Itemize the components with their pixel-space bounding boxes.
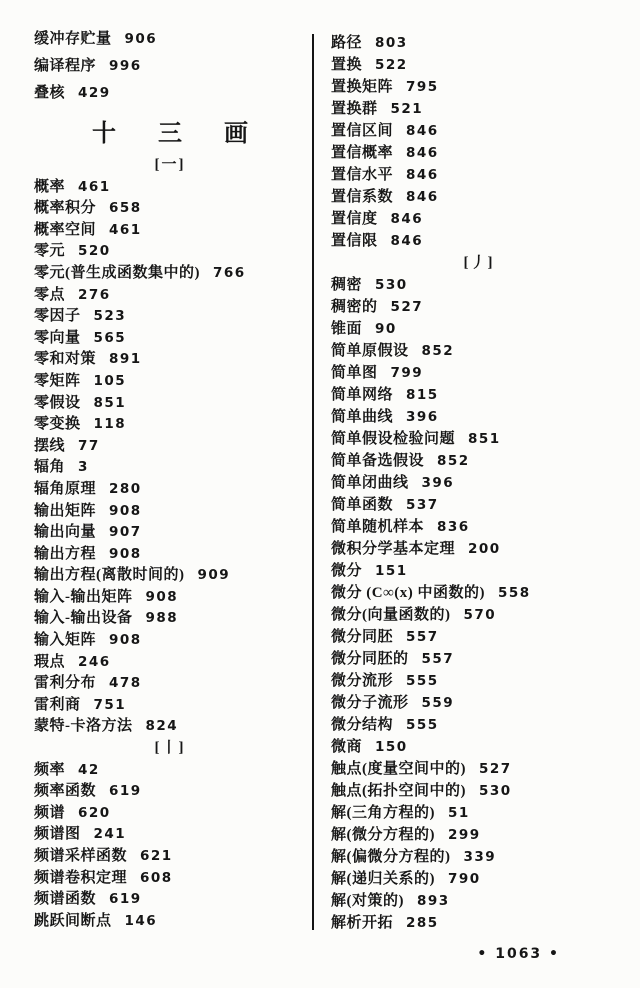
entry-term: 概率积分: [34, 200, 97, 217]
entry-term: 概率空间: [34, 221, 97, 238]
entry-term: 微分 (C∞(x) 中函数的): [331, 585, 486, 601]
index-entry: [34, 760, 306, 782]
entry-page-number: 77: [78, 437, 100, 454]
entry-term: 置换矩阵: [331, 79, 394, 95]
entry-page-number: 200: [468, 541, 501, 557]
index-entry: [34, 26, 306, 53]
index-entry: [331, 54, 627, 76]
entry-term: 输出矩阵: [34, 502, 97, 519]
index-entry: [34, 501, 306, 523]
page-number: • 1063 •: [477, 946, 560, 962]
entry-term: 微商: [331, 739, 363, 755]
entry-term: 输入-输出矩阵: [34, 588, 133, 605]
entry-term: 微分同胚的: [331, 651, 409, 667]
entry-term: 零点: [34, 286, 66, 303]
entry-page-number: 537: [406, 497, 439, 513]
index-entry: [34, 846, 306, 868]
index-entry: [331, 846, 627, 868]
entry-term: 摆线: [34, 437, 66, 454]
index-entry: [34, 198, 306, 220]
index-entry: [34, 803, 306, 825]
index-entry: [331, 208, 627, 230]
entry-term: 零元(普生成函数集中的): [34, 264, 200, 281]
entry-term: 频谱: [34, 804, 66, 821]
entry-page-number: 523: [93, 308, 127, 325]
index-entry: [34, 263, 306, 285]
entry-term: 概率: [34, 178, 66, 195]
entry-page-number: 988: [145, 610, 179, 627]
entry-page-number: 893: [417, 893, 450, 909]
radical-group-header: [丨]: [154, 740, 186, 757]
entry-term: 蒙特-卡洛方法: [34, 718, 133, 735]
entry-page-number: 527: [390, 299, 424, 315]
entry-page-number: 570: [463, 607, 497, 623]
entry-page-number: 836: [437, 519, 470, 535]
entry-page-number: 846: [390, 233, 424, 249]
index-entry: [34, 393, 306, 415]
entry-term: 微分(向量函数的): [331, 607, 451, 623]
entry-page-number: 565: [93, 329, 127, 346]
index-entry: [331, 912, 627, 934]
entry-term: 输入-输出设备: [34, 610, 133, 627]
entry-page-number: 339: [463, 849, 497, 865]
entry-page-number: 621: [140, 848, 173, 864]
entry-term: 简单假设检验问题: [331, 431, 456, 447]
entry-page-number: 557: [421, 651, 455, 667]
index-entry: [34, 371, 306, 393]
entry-page-number: 3: [78, 459, 89, 476]
index-entry: [331, 868, 627, 890]
column-divider: [312, 34, 314, 930]
index-entry: [331, 406, 627, 428]
entry-term: 频谱函数: [34, 891, 97, 908]
index-entry: [34, 522, 306, 544]
index-entry: [331, 494, 627, 516]
entry-page-number: 299: [448, 827, 481, 843]
entry-page-number: 851: [93, 394, 127, 411]
entry-term: 简单闭曲线: [331, 475, 409, 491]
entry-page-number: 852: [437, 453, 470, 469]
entry-term: 简单备选假设: [331, 453, 425, 469]
index-entry: [34, 479, 306, 501]
entry-term: 频谱卷积定理: [34, 869, 128, 886]
index-entry: [331, 714, 627, 736]
index-entry: [34, 630, 306, 652]
entry-page-number: 799: [390, 365, 424, 381]
index-entry: [331, 230, 627, 252]
entry-term: 稠密: [331, 277, 363, 293]
entry-term: 零矩阵: [34, 372, 81, 389]
index-entry: [331, 362, 627, 384]
entry-page-number: 555: [406, 673, 439, 689]
index-entry: [34, 436, 306, 458]
index-entry: [34, 652, 306, 674]
radical-group-header: [一]: [154, 157, 186, 173]
entry-page-number: 908: [109, 632, 142, 649]
entry-term: 输出向量: [34, 524, 97, 541]
index-entry: [34, 414, 306, 436]
entry-page-number: 790: [448, 871, 481, 887]
index-entry: [331, 670, 627, 692]
entry-page-number: 478: [109, 675, 142, 692]
index-entry: [34, 608, 306, 630]
entry-term: 雷利商: [34, 696, 81, 713]
entry-page-number: 846: [406, 123, 439, 139]
entry-term: 频率: [34, 761, 66, 778]
index-entry: [34, 53, 306, 80]
index-entry: [331, 296, 627, 318]
index-entry: [331, 516, 627, 538]
entry-term: 频率函数: [34, 783, 97, 800]
index-entry: [34, 285, 306, 307]
entry-term: 缓冲存贮量: [34, 31, 112, 47]
entry-page-number: 824: [145, 718, 179, 735]
entry-term: 简单函数: [331, 497, 394, 513]
entry-term: 输出方程: [34, 545, 97, 562]
entry-page-number: 908: [145, 588, 179, 605]
entry-page-number: 766: [213, 264, 246, 281]
entry-page-number: 530: [375, 277, 408, 293]
entry-term: 零因子: [34, 308, 81, 325]
index-entry: [331, 538, 627, 560]
entry-page-number: 530: [479, 783, 512, 799]
index-entry: [331, 780, 627, 802]
entry-term: 锥面: [331, 321, 363, 337]
radical-group-header: [丿]: [463, 255, 495, 271]
index-entry: [34, 349, 306, 371]
index-entry: [34, 868, 306, 890]
entry-term: 频谱采样函数: [34, 848, 128, 864]
entry-page-number: 846: [406, 145, 439, 161]
entry-term: 简单网络: [331, 387, 394, 403]
entry-term: 微积分学基本定理: [331, 541, 456, 557]
entry-term: 微分流形: [331, 673, 394, 689]
left-column: [34, 26, 306, 932]
index-entry: [331, 76, 627, 98]
index-entry: [34, 306, 306, 328]
entry-page-number: 907: [109, 524, 142, 541]
index-entry: [331, 890, 627, 912]
index-entry: [331, 164, 627, 186]
entry-term: 触点(度量空间中的): [331, 761, 466, 777]
entry-page-number: 906: [124, 31, 158, 47]
index-entry: [34, 241, 306, 263]
entry-page-number: 908: [109, 545, 142, 562]
index-entry: [331, 802, 627, 824]
index-entry: [331, 824, 627, 846]
entry-page-number: 276: [78, 286, 111, 303]
entry-term: 解(三角方程的): [331, 805, 435, 821]
entry-term: 解析开拓: [331, 915, 394, 931]
index-entry: [331, 384, 627, 406]
entry-term: 频谱图: [34, 826, 81, 843]
entry-term: 瑕点: [34, 653, 66, 670]
entry-term: 解(偏微分方程的): [331, 849, 451, 865]
entry-page-number: 795: [406, 79, 439, 95]
entry-page-number: 151: [375, 563, 408, 579]
entry-page-number: 280: [109, 480, 142, 497]
index-entry: [331, 758, 627, 780]
entry-term: 简单曲线: [331, 409, 394, 425]
entry-term: 置信系数: [331, 189, 394, 205]
entry-term: 微分同胚: [331, 629, 394, 645]
entry-page-number: 846: [406, 189, 439, 205]
entry-page-number: 521: [390, 101, 424, 117]
index-entry: [34, 587, 306, 609]
entry-page-number: 852: [421, 343, 455, 359]
entry-term: 置信度: [331, 211, 378, 227]
index-entry: [331, 32, 627, 54]
right-column: [331, 32, 627, 934]
index-entry: [34, 80, 306, 107]
entry-page-number: 461: [109, 221, 142, 238]
index-entry: [331, 582, 627, 604]
entry-page-number: 118: [93, 416, 127, 433]
entry-page-number: 891: [109, 351, 142, 368]
entry-page-number: 751: [93, 696, 127, 713]
entry-page-number: 619: [109, 891, 142, 908]
stroke-section-title: 十 三 画: [92, 121, 248, 147]
entry-term: 微分子流形: [331, 695, 409, 711]
index-entry: [331, 604, 627, 626]
index-entry: [34, 673, 306, 695]
entry-term: 触点(拓扑空间中的): [331, 783, 466, 799]
index-entry: [331, 648, 627, 670]
index-entry: [34, 889, 306, 911]
entry-page-number: 42: [78, 761, 100, 778]
entry-page-number: 909: [197, 567, 231, 584]
entry-term: 置换: [331, 57, 363, 73]
entry-term: 叠核: [34, 85, 66, 101]
index-entry: [331, 450, 627, 472]
entry-page-number: 520: [78, 243, 111, 260]
index-entry: [331, 736, 627, 758]
index-entry: [331, 98, 627, 120]
entry-term: 雷利分布: [34, 675, 97, 692]
entry-term: 简单原假设: [331, 343, 409, 359]
index-entry: [34, 177, 306, 199]
entry-page-number: 619: [109, 783, 142, 800]
entry-page-number: 620: [78, 804, 111, 821]
entry-page-number: 557: [406, 629, 439, 645]
index-entry: [331, 120, 627, 142]
index-entry: [34, 911, 306, 933]
entry-page-number: 461: [78, 178, 111, 195]
index-entry: [34, 781, 306, 803]
index-entry: [34, 695, 306, 717]
index-entry: [331, 692, 627, 714]
entry-term: 简单随机样本: [331, 519, 425, 535]
entry-page-number: 555: [406, 717, 439, 733]
index-entry: [34, 457, 306, 479]
index-entry: [331, 340, 627, 362]
index-entry: [34, 328, 306, 350]
entry-term: 零元: [34, 243, 66, 260]
entry-page-number: 396: [406, 409, 439, 425]
entry-term: 置换群: [331, 101, 378, 117]
entry-page-number: 429: [78, 85, 111, 101]
entry-term: 零向量: [34, 329, 81, 346]
index-entry: [34, 220, 306, 242]
entry-page-number: 285: [406, 915, 439, 931]
entry-term: 输入矩阵: [34, 632, 97, 649]
index-entry: [331, 142, 627, 164]
entry-page-number: 996: [109, 58, 142, 74]
index-entry: [331, 472, 627, 494]
index-entry: [331, 626, 627, 648]
entry-page-number: 51: [448, 805, 470, 821]
index-entry: [34, 544, 306, 566]
entry-page-number: 559: [421, 695, 455, 711]
index-entry: [331, 428, 627, 450]
index-entry: [331, 274, 627, 296]
index-entry: [331, 318, 627, 340]
entry-term: 置信限: [331, 233, 378, 249]
entry-page-number: 241: [93, 826, 127, 843]
entry-term: 零和对策: [34, 351, 97, 368]
entry-page-number: 105: [93, 372, 127, 389]
entry-term: 输出方程(离散时间的): [34, 567, 185, 584]
entry-page-number: 658: [109, 200, 142, 217]
entry-page-number: 90: [375, 321, 397, 337]
index-entry: [34, 824, 306, 846]
entry-page-number: 522: [375, 57, 408, 73]
entry-page-number: 908: [109, 502, 142, 519]
entry-term: 稠密的: [331, 299, 378, 315]
entry-page-number: 150: [375, 739, 408, 755]
entry-term: 编译程序: [34, 58, 97, 74]
entry-term: 解(对策的): [331, 893, 404, 909]
entry-term: 置信概率: [331, 145, 394, 161]
entry-page-number: 815: [406, 387, 439, 403]
entry-page-number: 146: [124, 912, 158, 929]
entry-term: 解(微分方程的): [331, 827, 435, 843]
entry-term: 置信水平: [331, 167, 394, 183]
entry-term: 路径: [331, 35, 363, 51]
entry-page-number: 396: [421, 475, 455, 491]
entry-term: 微分: [331, 563, 363, 579]
entry-term: 简单图: [331, 365, 378, 381]
entry-term: 辐角原理: [34, 480, 97, 497]
entry-page-number: 846: [406, 167, 439, 183]
index-entry: [34, 716, 306, 738]
entry-term: 跳跃间断点: [34, 912, 112, 929]
entry-page-number: 846: [390, 211, 424, 227]
index-entry: [34, 565, 306, 587]
entry-term: 解(递归关系的): [331, 871, 435, 887]
entry-term: 辐角: [34, 459, 66, 476]
entry-term: 零变换: [34, 416, 81, 433]
entry-page-number: 558: [498, 585, 531, 601]
entry-page-number: 608: [140, 869, 173, 886]
index-entry: [331, 560, 627, 582]
index-entry: [331, 186, 627, 208]
entry-page-number: 246: [78, 653, 111, 670]
entry-term: 零假设: [34, 394, 81, 411]
entry-term: 微分结构: [331, 717, 394, 733]
entry-page-number: 527: [479, 761, 512, 777]
entry-term: 置信区间: [331, 123, 394, 139]
entry-page-number: 803: [375, 35, 408, 51]
entry-page-number: 851: [468, 431, 501, 447]
